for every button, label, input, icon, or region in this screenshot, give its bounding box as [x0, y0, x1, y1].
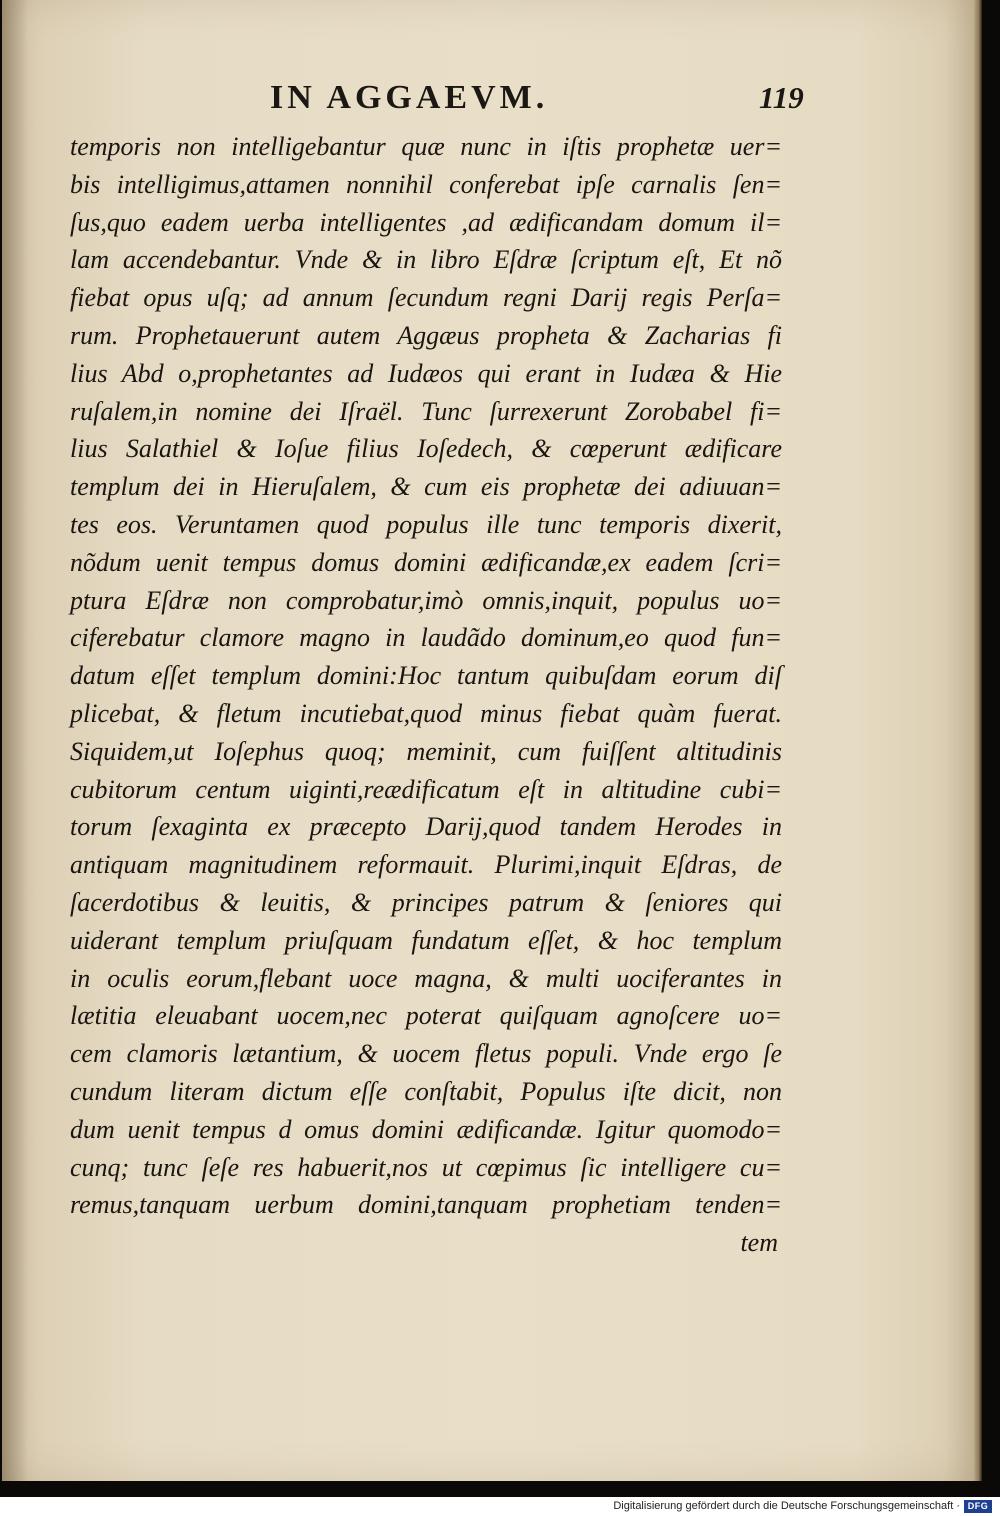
text-line: ſus,quo eadem uerba intelligentes ,ad ædificandam domum il=	[70, 207, 782, 237]
text-line: nõdum uenit tempus domus domini ædificandæ,ex eadem ſcri=	[70, 547, 782, 577]
text-line: remus,tanquam uerbum domini,tanquam prophetiam tenden=	[70, 1190, 782, 1220]
spine-shadow	[2, 0, 28, 1481]
catchword: tem	[740, 1228, 778, 1258]
folio-number: 119	[759, 80, 804, 115]
footer-bar	[0, 1497, 1000, 1516]
text-line: lam accendebantur. Vnde & in libro Eſdræ ſcriptum eſt, Et nõ	[70, 245, 782, 275]
text-line: lius Abd o,prophetantes ad Iudæos qui erant in Iudæa & Hie	[70, 358, 782, 388]
text-line: lætitia eleuabant uocem,nec poterat quiſquam agnoſcere uo=	[70, 1001, 782, 1031]
text-line: ptura Eſdræ non comprobatur,imò omnis,inquit, populus uo=	[70, 585, 782, 615]
text-line: templum dei in Hieruſalem, & cum eis prophetæ dei adiuuan=	[70, 472, 782, 502]
text-line: tes eos. Veruntamen quod populus ille tunc temporis dixerit,	[70, 509, 782, 539]
text-line: ruſalem,in nomine dei Iſraël. Tunc ſurrexerunt Zorobabel fi=	[70, 396, 782, 426]
text-line: rum. Prophetauerunt autem Aggæus propheta & Zacharias fi	[70, 320, 782, 350]
text-line: temporis non intelligebantur quæ nunc in iſtis prophetæ uer=	[70, 132, 782, 161]
text-line: cunq; tunc ſeſe res habuerit,nos ut cœpimus ſic intelligere cu=	[70, 1152, 782, 1182]
text-line: lius Salathiel & Ioſue filius Ioſedech, & cœperunt ædificare	[70, 434, 782, 464]
text-line: ſacerdotibus & leuitis, & principes patrum & ſeniores qui	[70, 887, 782, 917]
text-line: cem clamoris lætantium, & uocem fletus populi. Vnde ergo ſe	[70, 1039, 782, 1069]
text-line: in oculis eorum,flebant uoce magna, & multi uociferantes in	[70, 963, 782, 993]
text-line: plicebat, & fletum incutiebat,quod minus fiebat quàm fuerat.	[70, 698, 782, 728]
text-line: cubitorum centum uiginti,reædificatum eſt in altitudine cubi=	[70, 774, 782, 804]
funding-credit: Digitalisierung gefördert durch die Deutsche Forschungsgemeinschaft ·	[613, 1500, 960, 1512]
text-block	[70, 128, 782, 1262]
dfg-logo: DFG	[964, 1500, 992, 1513]
text-line: fiebat opus uſq; ad annum ſecundum regni Darij regis Perſa=	[70, 283, 782, 313]
text-line: antiquam magnitudinem reformauit. Plurimi,inquit Eſdras, de	[70, 850, 782, 880]
running-title: IN AGGAEVM.	[270, 79, 549, 116]
text-line: torum ſexaginta ex præcepto Darij,quod tandem Herodes in	[70, 812, 782, 842]
text-line: dum uenit tempus d omus domini ædificandæ. Igitur quomodo=	[70, 1114, 782, 1144]
text-line: ciferebatur clamore magno in laudãdo dominum,eo quod fun=	[70, 623, 782, 653]
page-edge	[974, 0, 982, 1481]
text-line: Siquidem,ut Ioſephus quoq; meminit, cum fuiſſent altitudinis	[70, 736, 782, 766]
text-line: datum eſſet templum domini:Hoc tantum quibuſdam eorum diſ	[70, 661, 782, 691]
page-header	[2, 76, 974, 120]
text-line: cundum literam dictum eſſe conſtabit, Populus iſte dicit, non	[70, 1076, 782, 1106]
book-page	[2, 0, 976, 1481]
text-line: bis intelligimus,attamen nonnihil conferebat ipſe carnalis ſen=	[70, 169, 782, 199]
text-line: uiderant templum priuſquam fundatum eſſet, & hoc templum	[70, 925, 782, 955]
